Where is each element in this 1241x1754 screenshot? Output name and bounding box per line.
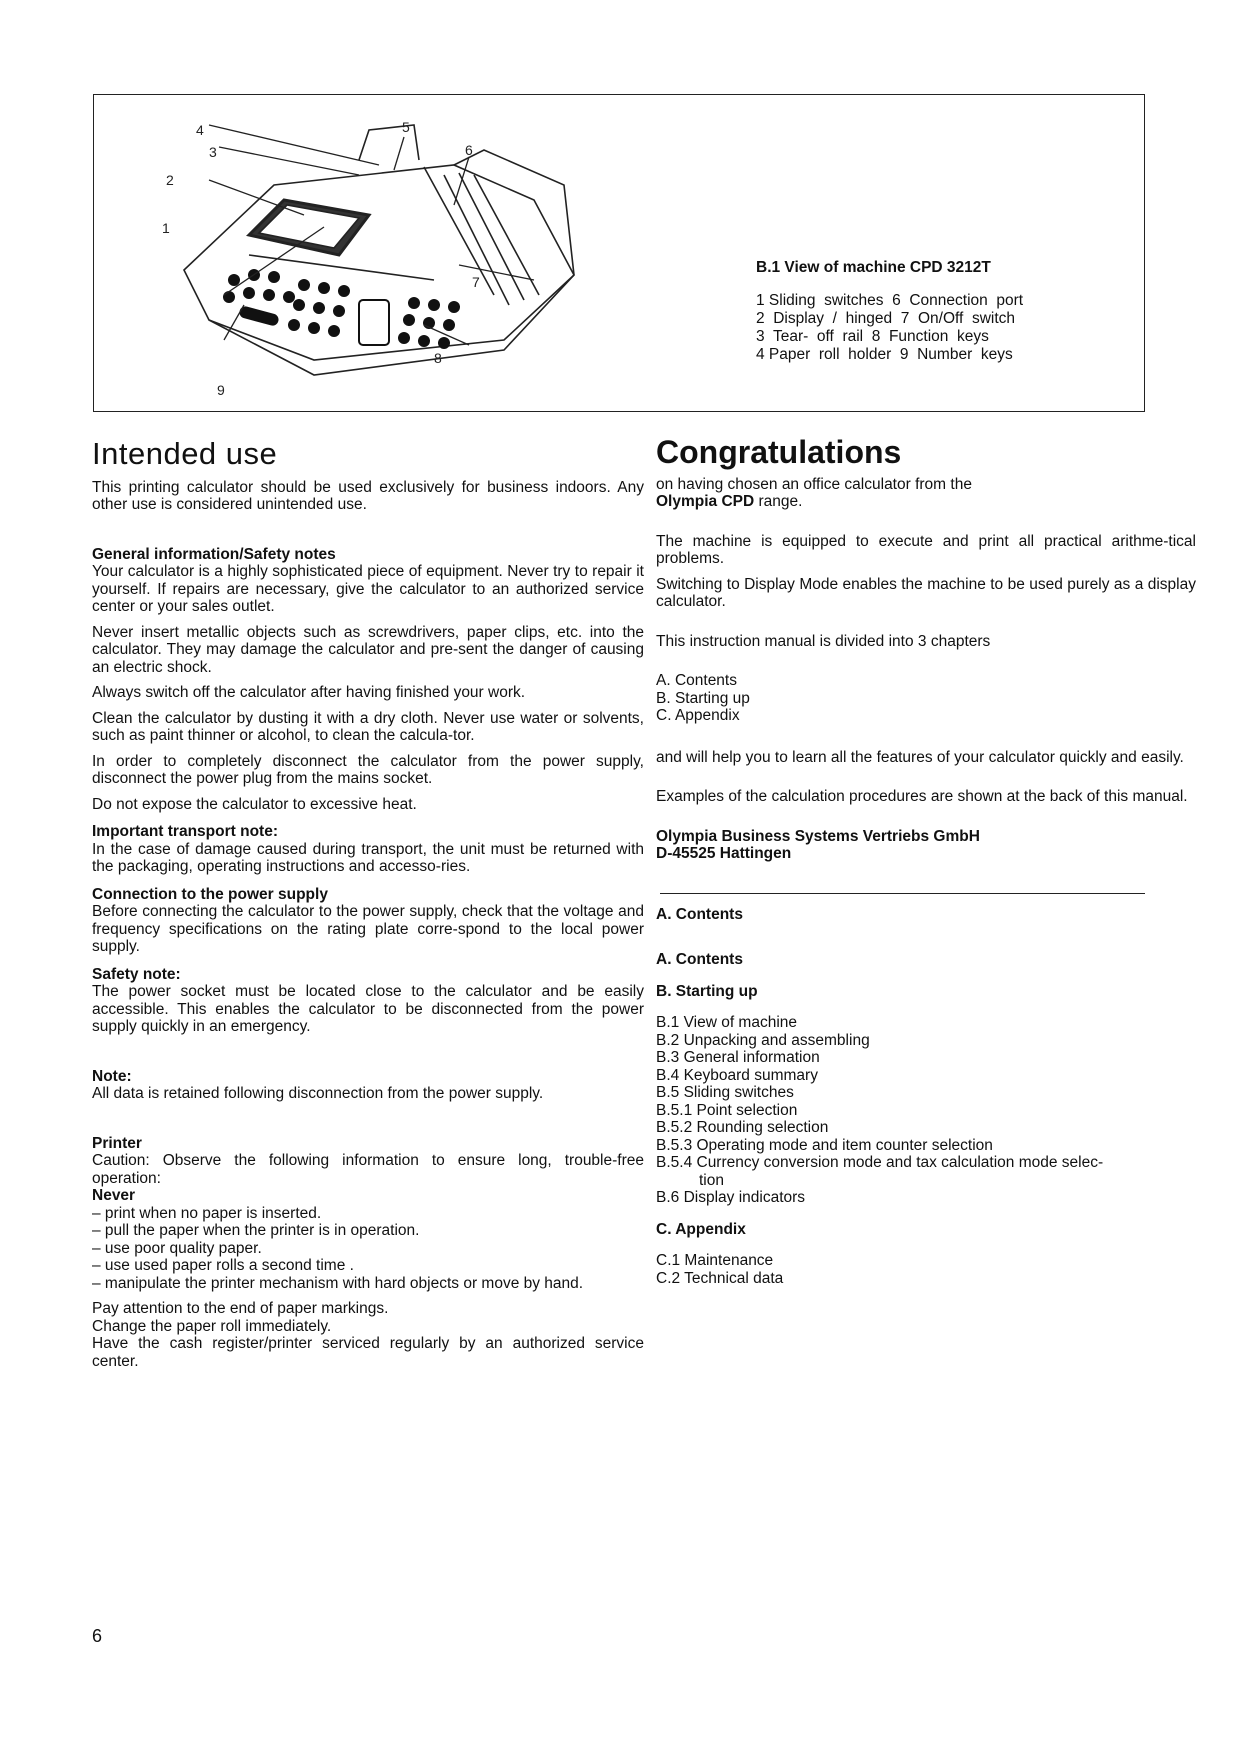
toc-item: B.6 Display indicators	[656, 1189, 806, 1206]
never-item: – pull the paper when the printer is in operation.	[92, 1222, 420, 1239]
callout-2: 2	[166, 172, 174, 188]
examples-text: Examples of the calculation procedures are shown at the back of this manual.	[656, 788, 1188, 805]
general-paragraph: Clean the calculator by dusting it with a dry cloth. Never use water or solvents, such as paint thinner or alcohol, to clean the calcula-tor.	[92, 709, 644, 744]
left-column	[92, 436, 644, 1370]
toc-item: C.1 Maintenance	[656, 1252, 774, 1269]
figure-box	[93, 94, 1145, 412]
transport-text: In the case of damage caused during transport, the unit must be returned with the packaging, operating instructions and accesso-ries.	[92, 840, 644, 875]
toc-heading-b: B. Starting up	[656, 982, 758, 1000]
safety-heading: Safety note:	[92, 965, 181, 983]
figure-caption	[756, 259, 1136, 364]
general-paragraph: Your calculator is a highly sophisticated piece of equipment. Never try to repair it yourself. If repairs are necessary, give the calculator to an authorized service center or your sales outlet.	[92, 563, 644, 615]
figure-legend-line: 2 Display / hinged 7 On/Off switch	[756, 310, 1016, 327]
power-heading: Connection to the power supply	[92, 885, 328, 903]
callout-1: 1	[162, 220, 170, 236]
toc-item: B.5.3 Operating mode and item counter selection	[656, 1136, 993, 1154]
safety-text: The power socket must be located close to the calculator and be easily accessible. This enables the calculator to be disconnected from the power supply quickly in an emergency.	[92, 983, 644, 1035]
never-item: – manipulate the printer mechanism with hard objects or move by hand.	[92, 1274, 584, 1292]
congratulations-heading: Congratulations	[656, 434, 902, 470]
end-paper-text: Pay attention to the end of paper markings.	[92, 1300, 389, 1317]
toc-heading-c: C. Appendix	[656, 1220, 746, 1238]
toc-item: B.5.4 Currency conversion mode and tax calculation mode selec-	[656, 1154, 1104, 1171]
toc-heading-a: A. Contents	[656, 951, 743, 968]
figure-title: B.1 View of machine CPD 3212T	[756, 259, 991, 276]
chapter-item: A. Contents	[656, 672, 737, 689]
callout-4: 4	[196, 122, 204, 138]
intro-text: This printing calculator should be used exclusively for business indoors. Any other use is considered unintended use.	[92, 478, 644, 513]
toc-item: B.3 General information	[656, 1049, 820, 1066]
toc-item: C.2 Technical data	[656, 1269, 784, 1287]
general-paragraph: Never insert metallic objects such as screwdrivers, paper clips, etc. into the calculator. They may damage the calculator and pre-sent the danger of causing an electric shock.	[92, 623, 644, 676]
brand-name: Olympia CPD	[656, 493, 755, 510]
calculator-illustration	[154, 105, 634, 405]
right-column	[656, 434, 1196, 1287]
toc-item: B.1 View of machine	[656, 1014, 798, 1031]
general-paragraph: Always switch off the calculator after having finished your work.	[92, 684, 526, 701]
transport-heading: Important transport note:	[92, 823, 278, 840]
switching-text: Switching to Display Mode enables the machine to be used purely as a display calculator.	[656, 575, 1196, 610]
toc-item: B.5.2 Rounding selection	[656, 1119, 829, 1136]
power-text: Before connecting the calculator to the power supply, check that the voltage and frequency specifications on the rating plate corre-spond to the local power supply.	[92, 903, 644, 955]
manual-text: This instruction manual is divided into 3 chapters	[656, 632, 991, 650]
service-text: Have the cash register/printer serviced regularly by an authorized service center.	[92, 1335, 644, 1370]
printer-caution: Caution: Observe the following information to ensure long, trouble-free operation:	[92, 1152, 644, 1187]
callout-6: 6	[465, 142, 473, 158]
callout-3: 3	[209, 144, 217, 160]
toc-item: B.5 Sliding switches	[656, 1084, 794, 1101]
figure-legend-line: 4 Paper roll holder 9 Number keys	[756, 346, 1013, 363]
toc-item: B.5.1 Point selection	[656, 1101, 798, 1119]
intro-range: range.	[754, 493, 803, 510]
toc-title: A. Contents	[656, 905, 743, 923]
printer-heading: Printer	[92, 1134, 142, 1152]
figure-legend-line: 3 Tear- off rail 8 Function keys	[756, 328, 989, 345]
chapter-item: B. Starting up	[656, 689, 750, 707]
company-city: D-45525 Hattingen	[656, 845, 792, 862]
callout-8: 8	[434, 350, 442, 366]
note-heading: Note:	[92, 1067, 132, 1085]
general-info-heading: General information/Safety notes	[92, 545, 336, 563]
general-paragraph: Do not expose the calculator to excessive heat.	[92, 795, 417, 813]
never-item: – use used paper rolls a second time .	[92, 1257, 354, 1274]
never-label: Never	[92, 1187, 136, 1204]
note-text: All data is retained following disconnection from the power supply.	[92, 1085, 544, 1102]
never-item: – print when no paper is inserted.	[92, 1204, 322, 1222]
never-item: – use poor quality paper.	[92, 1239, 262, 1257]
section-divider	[660, 893, 1145, 894]
figure-legend-line: 1 Sliding switches 6 Connection port	[756, 292, 1024, 309]
callout-5: 5	[402, 119, 410, 135]
page-number: 6	[92, 1626, 103, 1646]
intended-use-heading: Intended use	[92, 436, 278, 471]
change-roll-text: Change the paper roll immediately.	[92, 1317, 332, 1335]
equip-text: The machine is equipped to execute and print all practical arithme-tical problems.	[656, 532, 1196, 567]
toc-item: B.2 Unpacking and assembling	[656, 1031, 870, 1049]
chapter-item: C. Appendix	[656, 707, 740, 724]
callout-9: 9	[217, 382, 225, 398]
toc-item-continuation: tion	[699, 1171, 724, 1189]
help-text: and will help you to learn all the features of your calculator quickly and easily.	[656, 748, 1184, 766]
general-paragraph: In order to completely disconnect the calculator from the power supply, disconnect the power plug from the mains socket.	[92, 752, 644, 787]
toc-item: B.4 Keyboard summary	[656, 1066, 818, 1084]
intro-line: on having chosen an office calculator from the	[656, 475, 972, 493]
company-name: Olympia Business Systems Vertriebs GmbH	[656, 827, 980, 845]
callout-7: 7	[472, 274, 480, 290]
